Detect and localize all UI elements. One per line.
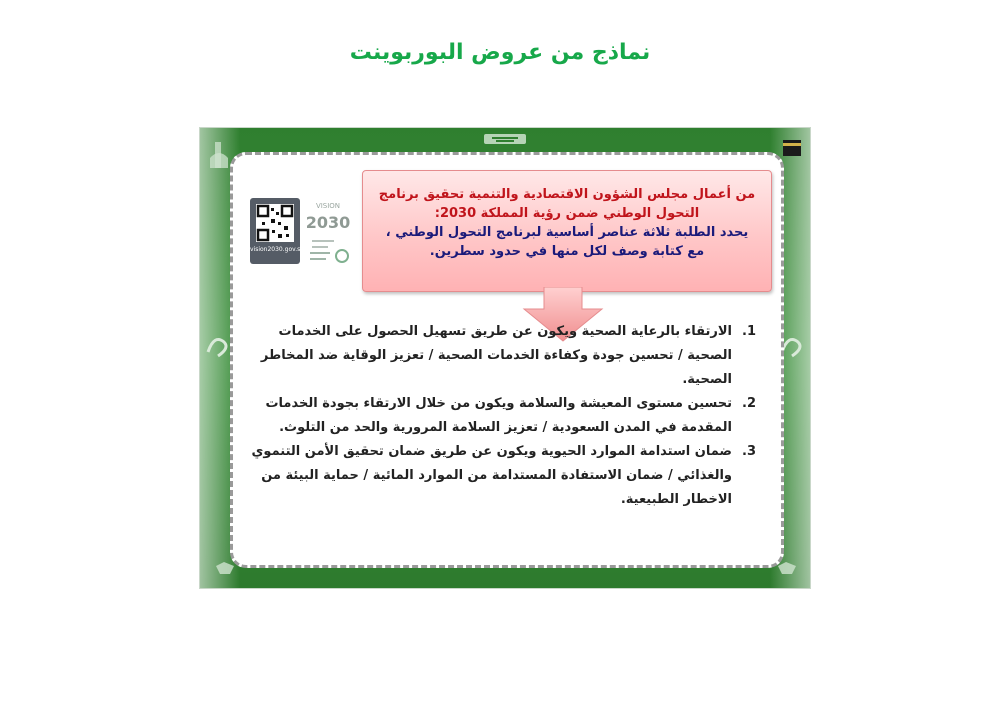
qr-code-icon	[256, 204, 294, 242]
page-title: نماذج من عروض البوربوينت	[349, 40, 651, 65]
callout-line-1: من أعمال مجلس الشؤون الاقتصادية والتنمية تحقيق برنامج	[378, 187, 756, 202]
map-icon-left	[214, 560, 236, 576]
callout-line-4: مع كتابة وصف لكل منها في حدود سطرين.	[429, 244, 705, 259]
task-callout	[362, 170, 772, 292]
item-text: الارتقاء بالرعاية الصحية ويكون عن طريق تسهيل الحصول على الخدمات الصحية / تحسين جودة وكفاءة الخدمات الصحية / تعزيز الوقاية ضد المخاطر الصحية.	[260, 324, 732, 387]
item-number: 1.	[742, 324, 756, 339]
mosque-icon	[206, 138, 232, 172]
item-text: ضمان استدامة الموارد الحيوية ويكون عن طريق ضمان تحقيق الأمن التنموي والغذائي / ضمان الاستفادة المستدامة من الموارد المائية / حماية البيئة من الاخطار الطبيعية.	[251, 444, 732, 507]
slide-frame	[200, 128, 810, 588]
qr-card	[250, 198, 304, 264]
list-item	[240, 440, 766, 512]
callout-line-2: التحول الوطني ضمن رؤية المملكة 2030:	[434, 206, 700, 221]
vision-2030-logo	[304, 198, 352, 278]
emblem-icon	[478, 132, 532, 146]
item-number: 2.	[742, 396, 756, 411]
qr-caption: vision2030.gov.sa	[250, 246, 304, 253]
item-text: تحسين مستوى المعيشة والسلامة ويكون من خلال الارتقاء بجودة الخدمات المقدمة في المدن السعودية / تعزيز السلامة المرورية والحد من التلوث.	[265, 396, 732, 435]
kaaba-icon	[778, 132, 806, 160]
callout-line-3: يحدد الطلبة ثلاثة عناصر أساسية لبرنامج التحول الوطني ،	[385, 225, 749, 240]
answer-list	[240, 320, 766, 512]
svg-text:VISION: VISION	[315, 202, 341, 210]
calligraphy-icon-left	[204, 328, 232, 362]
vision-logo-number: 2030	[305, 213, 351, 232]
item-number: 3.	[742, 444, 756, 459]
list-item	[240, 320, 766, 392]
list-item	[240, 392, 766, 440]
